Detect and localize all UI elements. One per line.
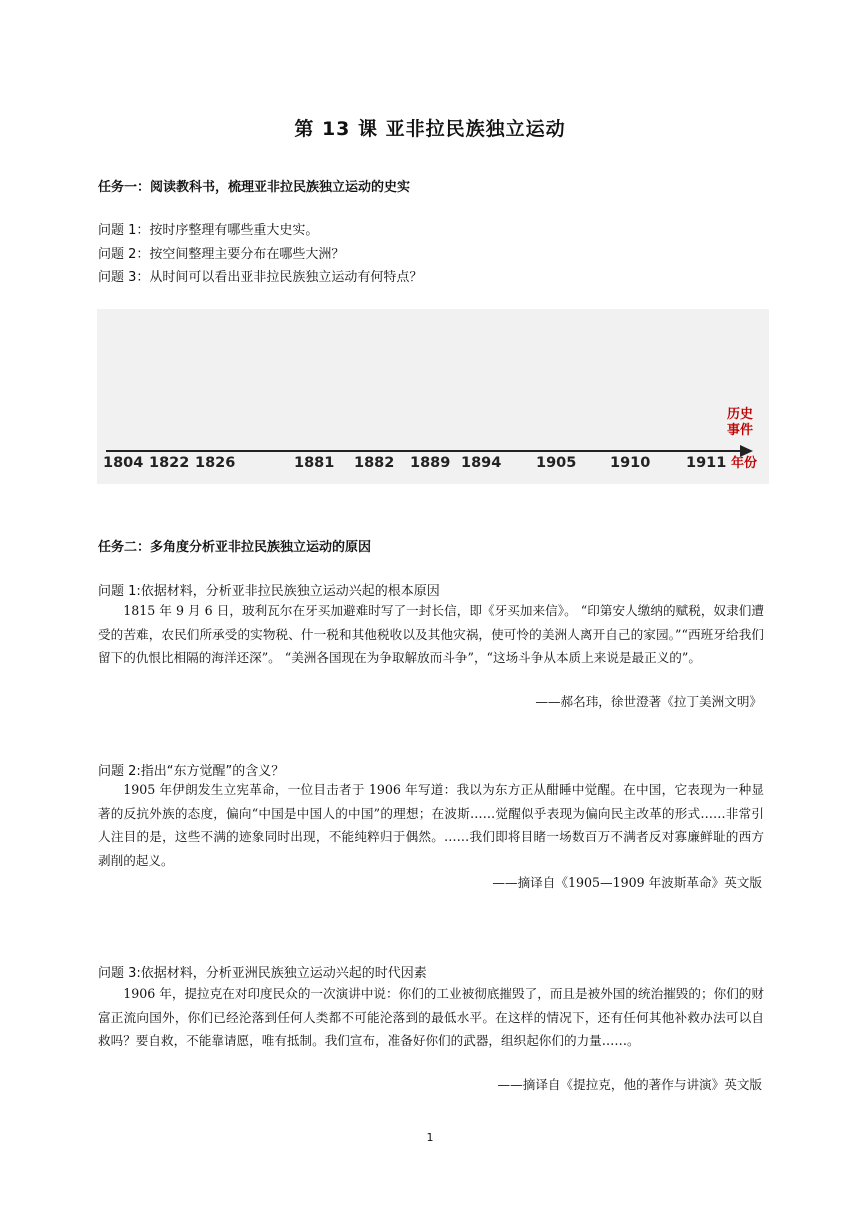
task2-question-2: 问题 2:指出“东方觉醒”的含义？: [98, 764, 285, 779]
timeline-year: 1804: [103, 455, 144, 471]
source-1: ——郝名玮，徐世澄著《拉丁美洲文明》: [535, 694, 762, 709]
timeline-year: 1910: [610, 455, 651, 471]
task1-question-3: 问题 3：从时间可以看出亚非拉民族独立运动有何特点？: [98, 270, 423, 285]
events-label-line2: 事件: [727, 423, 754, 438]
page-title: 第 13 课 亚非拉民族独立运动: [294, 118, 566, 140]
task2-question-3: 问题 3:依据材料，分析亚洲民族独立运动兴起的时代因素: [98, 966, 427, 981]
material-2: 1905 年伊朗发生立宪革命，一位目击者于 1906 年写道：我以为东方正从酣睡中觉醒。在中国，它表现为一种显著的反抗外族的态度，偏向“中国是中国人的中国”的理想；在波斯……觉醒似乎表现为偏向民主改革的形式……非常引人注目的是，这些不满的迹象同时出现，不能纯粹归于偶然。……我们即将目睹一场数百万不满者反对寡廉鲜耻的西方剥削的起义。: [98, 782, 764, 868]
timeline-axis: [106, 450, 742, 452]
timeline-year: 1905: [536, 455, 577, 471]
timeline-year: 1822: [149, 455, 190, 471]
task1-heading: 任务一：阅读教科书，梳理亚非拉民族独立运动的史实: [98, 180, 411, 195]
timeline-year: 1889: [410, 455, 451, 471]
timeline-figure: [97, 309, 769, 484]
task1-question-2: 问题 2：按空间整理主要分布在哪些大洲？: [98, 247, 345, 262]
timeline-year: 1826: [195, 455, 236, 471]
page-number: 1: [426, 1131, 434, 1144]
task1-question-1: 问题 1：按时序整理有哪些重大史实。: [98, 223, 319, 238]
material-1: 1815 年 9 月 6 日，玻利瓦尔在牙买加避难时写了一封长信，即《牙买加来信》。 “印第安人缴纳的赋税，奴隶们遭受的苦难，农民们所承受的实物税、什一税和其他税收以及其他灾祸，使可怜的美洲人离开自己的家园。”“西班牙给我们留下的仇恨比相隔的海洋还深”。 “美洲各国现在为争取解放而斗争”，“这场斗争从本质上来说是最正义的”。: [98, 603, 764, 666]
timeline-year: 1894: [461, 455, 502, 471]
task2-question-1: 问题 1:依据材料，分析亚非拉民族独立运动兴起的根本原因: [98, 584, 440, 599]
timeline-year: 1911: [686, 455, 727, 471]
timeline-year: 1881: [294, 455, 335, 471]
source-3: ——摘译自《提拉克，他的著作与讲演》英文版: [497, 1077, 762, 1092]
task2-heading: 任务二：多角度分析亚非拉民族独立运动的原因: [98, 540, 372, 555]
events-label-line1: 历史: [727, 407, 754, 422]
timeline-year: 1882: [354, 455, 395, 471]
material-3: 1906 年，提拉克在对印度民众的一次演讲中说：你们的工业被彻底摧毁了，而且是被外国的统治摧毁的；你们的财富正流向国外，你们已经沦落到任何人类都不可能沦落到的最低水平。在这样的情况下，还有任何其他补救办法可以自救吗？要自救，不能靠请愿，唯有抵制。我们宣布，准备好你们的武器，组织起你们的力量……。: [98, 986, 764, 1049]
source-2: ——摘译自《1905—1909 年波斯革命》英文版: [492, 875, 762, 890]
timeline-year-label: 年份: [731, 456, 758, 471]
timeline-events-label: [727, 407, 753, 439]
